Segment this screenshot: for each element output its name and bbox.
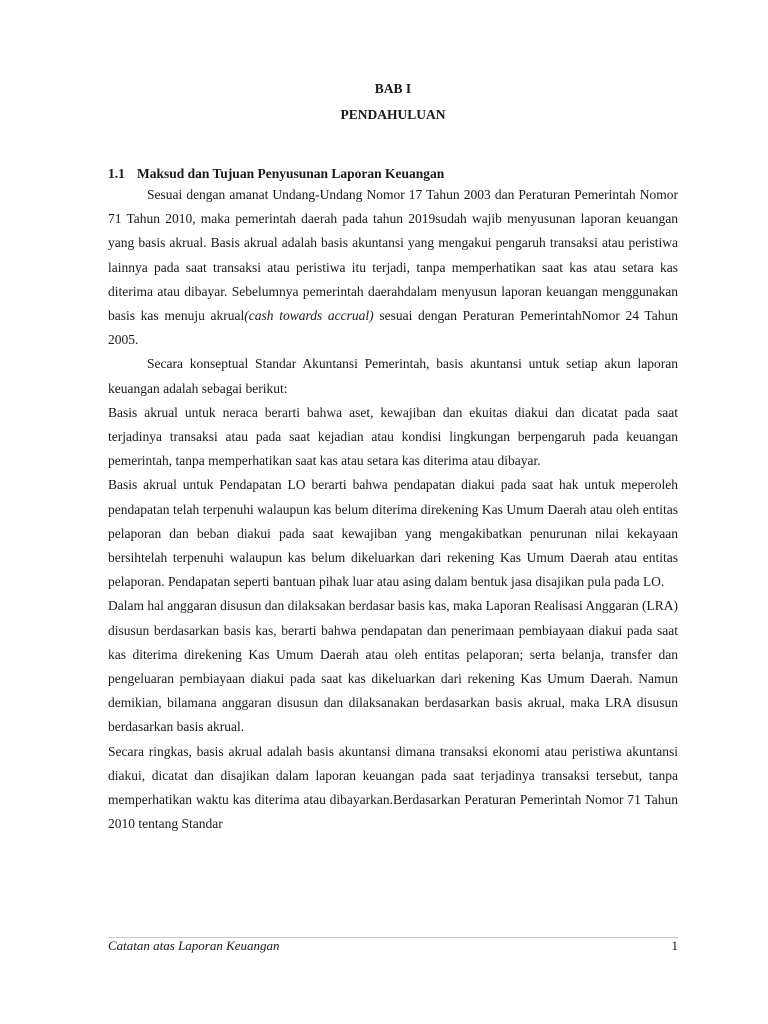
paragraph-1-italic: (cash towards accrual) xyxy=(244,308,374,324)
paragraph-5: Dalam hal anggaran disusun dan dilaksakan berdasar basis kas, maka Laporan Realisasi Anggaran (LRA) disusun berdasarkan basis kas, berarti bahwa pendapatan dan penerimaan pembiayaan diakui pada saat kas diterima direkening Kas Umum Daerah atau oleh entitas pelaporan; serta belanja, transfer dan pengeluaran pembiayaan diakui pada saat kas dikeluarkan dari rekening Kas Umum Daerah. Namun demikian, bilamana anggaran disusun dan dilaksanakan berdasarkan basis akrual, maka LRA disusun berdasarkan basis akrual. xyxy=(108,598,678,735)
paragraph-4: Basis akrual untuk Pendapatan LO berarti bahwa pendapatan diakui pada saat hak untuk meperoleh pendapatan telah terpenuhi walaupun kas belum diterima direkening Kas Umum Daerah atau oleh entitas pelaporan dan beban diakui pada saat kewajiban yang mengakibatkan penurunan nilai kekayaan bersihtelah terpenuhi walaupun kas belum dikeluarkan dari rekening Kas Umum Daerah atau entitas pelaporan. Pendapatan seperti bantuan pihak luar atau asing dalam bentuk jasa disajikan pula pada LO. xyxy=(108,477,678,590)
paragraph-6: Secara ringkas, basis akrual adalah basis akuntansi dimana transaksi ekonomi atau peristiwa akuntansi diakui, dicatat dan disajikan dalam laporan keuangan pada saat terjadinya transaksi tersebut, tanpa memperhatikan waktu kas diterima atau dibayarkan.Berdasarkan Peraturan Pemerintah Nomor 71 Tahun 2010 tentang Standar xyxy=(108,743,678,832)
paragraph-1-text: Sesuai dengan amanat Undang-Undang Nomor 17 Tahun 2003 dan Peraturan Pemerintah Nomor 71 Tahun 2010, maka pemerintah daerah pada tahun 2019sudah wajib menyusunan laporan keuangan yang basis akrual. Basis akrual adalah basis akuntansi yang mengakui pengaruh transaksi atau peristiwa lainnya pada saat transaksi atau peristiwa itu terjadi, tanpa memperhatikan saat kas atau setara kas diterima atau dibayar. Sebelumnya pemerintah daerahdalam menyusun laporan keuangan menggunakan basis kas menuju akrual xyxy=(108,187,678,324)
chapter-title: PENDAHULUAN xyxy=(340,107,446,122)
section-number: 1.1 xyxy=(108,166,125,181)
section-title: Maksud dan Tujuan Penyusunan Laporan Keuangan xyxy=(137,166,445,181)
footer-title: Catatan atas Laporan Keuangan xyxy=(108,938,280,953)
paragraph-3: Basis akrual untuk neraca berarti bahwa aset, kewajiban dan ekuitas diakui dan dicatat pada saat terjadinya transaksi atau pada saat kejadian atau kondisi lingkungan berpengaruh pada keuangan pemerintah, tanpa memperhatikan saat kas atau setara kas diterima atau dibayar. xyxy=(108,404,678,469)
paragraph-1 xyxy=(108,183,678,352)
paragraph-2: Secara konseptual Standar Akuntansi Pemerintah, basis akuntansi untuk setiap akun laporan keuangan adalah sebagai berikut: xyxy=(108,356,678,396)
document-page xyxy=(108,76,678,836)
section-heading xyxy=(108,165,678,183)
page-number: 1 xyxy=(671,938,678,953)
paragraph-1-text-end: sesuai dengan Peraturan PemerintahNomor 24 Tahun 2005. xyxy=(108,308,678,348)
page-footer xyxy=(108,938,678,954)
chapter-label: BAB I xyxy=(374,81,412,96)
